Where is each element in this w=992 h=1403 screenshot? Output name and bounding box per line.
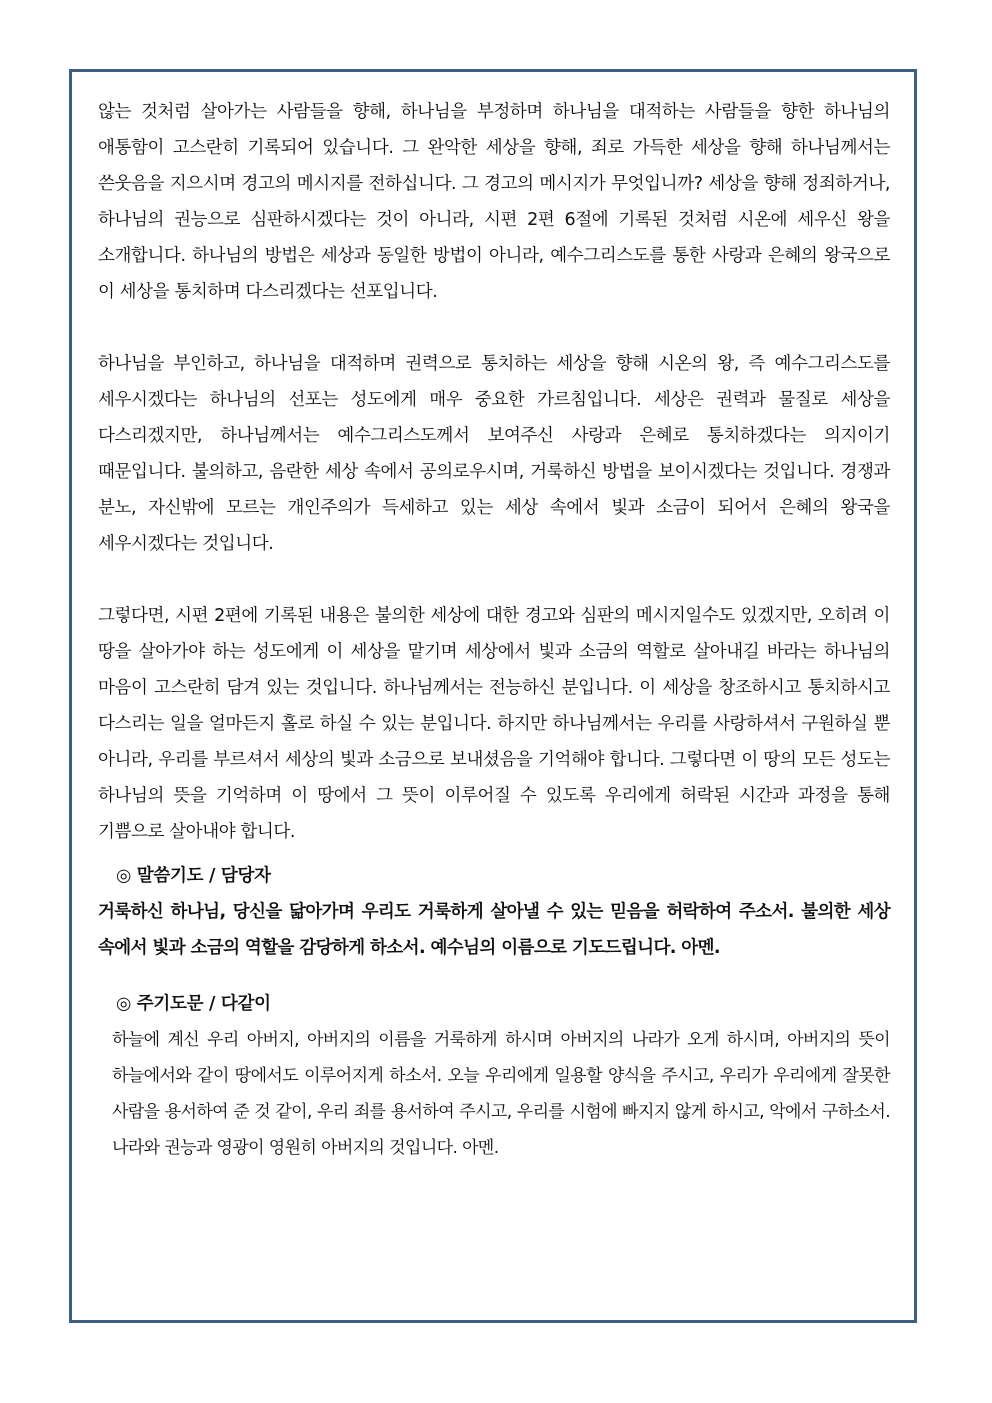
paragraph-spacer (98, 310, 890, 346)
page-frame (69, 69, 917, 1323)
lords-prayer-section-title: ◎ 주기도문 / 다같이 (116, 994, 271, 1014)
prayer-text: 거룩하신 하나님, 당신을 닮아가며 우리도 거룩하게 살아낼 수 있는 믿음을 허락하여 주소서. 불의한 세상 속에서 빛과 소금의 역할을 감당하게 하소서. 예수님의 이름으로 기도드립니다. 아멘. (98, 902, 890, 958)
lords-prayer-text: 하늘에 계신 우리 아버지, 아버지의 이름을 거룩하게 하시며 아버지의 나라가 오게 하시며, 아버지의 뜻이 하늘에서와 같이 땅에서도 이루어지게 하소서. 오늘 우리에게 일용할 양식을 주시고, 우리가 우리에게 잘못한 사람을 용서하여 준 것 같이, 우리 죄를 용서하여 주시고, 우리를 시험에 빠지지 않게 하시고, 악에서 구하소서. 나라와 권능과 영광이 영원히 아버지의 것입니다. 아멘. (112, 1030, 890, 1158)
paragraph-spacer (98, 562, 890, 598)
body-paragraph-1: 않는 것처럼 살아가는 사람들을 향해, 하나님을 부정하며 하나님을 대적하는 사람들을 향한 하나님의 애통함이 고스란히 기록되어 있습니다. 그 완악한 세상을 향해, 죄로 가득한 세상을 향해 하나님께서는 쓴웃음을 지으시며 경고의 메시지를 전하십니다. 그 경고의 메시지가 무엇입니까? 세상을 향해 정죄하거나, 하나님의 권능으로 심판하시겠다는 것이 아니라, 시편 2편 6절에 기록된 것처럼 시온에 세우신 왕을 소개합니다. 하나님의 방법은 세상과 동일한 방법이 아니라, 예수그리스도를 통한 사랑과 은혜의 왕국으로 이 세상을 통치하며 다스리겠다는 선포입니다. (98, 102, 890, 302)
prayer-section-title: ◎ 말씀기도 / 담당자 (116, 866, 271, 886)
body-paragraph-3: 그렇다면, 시편 2편에 기록된 내용은 불의한 세상에 대한 경고와 심판의 메시지일수도 있겠지만, 오히려 이 땅을 살아가야 하는 성도에게 이 세상을 맡기며 세상에서 빛과 소금의 역할로 살아내길 바라는 하나님의 마음이 고스란히 담겨 있는 것입니다. 하나님께서는 전능하신 분입니다. 이 세상을 창조하시고 통치하시고 다스리는 일을 얼마든지 홀로 하실 수 있는 분입니다. 하지만 하나님께서는 우리를 사랑하셔서 구원하실 뿐 아니라, 우리를 부르셔서 세상의 빛과 소금으로 보내셨음을 기억해야 합니다. 그렇다면 이 땅의 모든 성도는 하나님의 뜻을 기억하며 이 땅에서 그 뜻이 이루어질 수 있도록 우리에게 허락된 시간과 과정을 통해 기쁨으로 살아내야 합니다. (98, 606, 890, 842)
body-paragraph-2: 하나님을 부인하고, 하나님을 대적하며 권력으로 통치하는 세상을 향해 시온의 왕, 즉 예수그리스도를 세우시겠다는 하나님의 선포는 성도에게 매우 중요한 가르침입니다. 세상은 권력과 물질로 세상을 다스리겠지만, 하나님께서는 예수그리스도께서 보여주신 사랑과 은혜로 통치하겠다는 의지이기 때문입니다. 불의하고, 음란한 세상 속에서 공의로우시며, 거룩하신 방법을 보이시겠다는 것입니다. 경쟁과 분노, 자신밖에 모르는 개인주의가 득세하고 있는 세상 속에서 빛과 소금이 되어서 은혜의 왕국을 세우시겠다는 것입니다. (98, 354, 890, 554)
